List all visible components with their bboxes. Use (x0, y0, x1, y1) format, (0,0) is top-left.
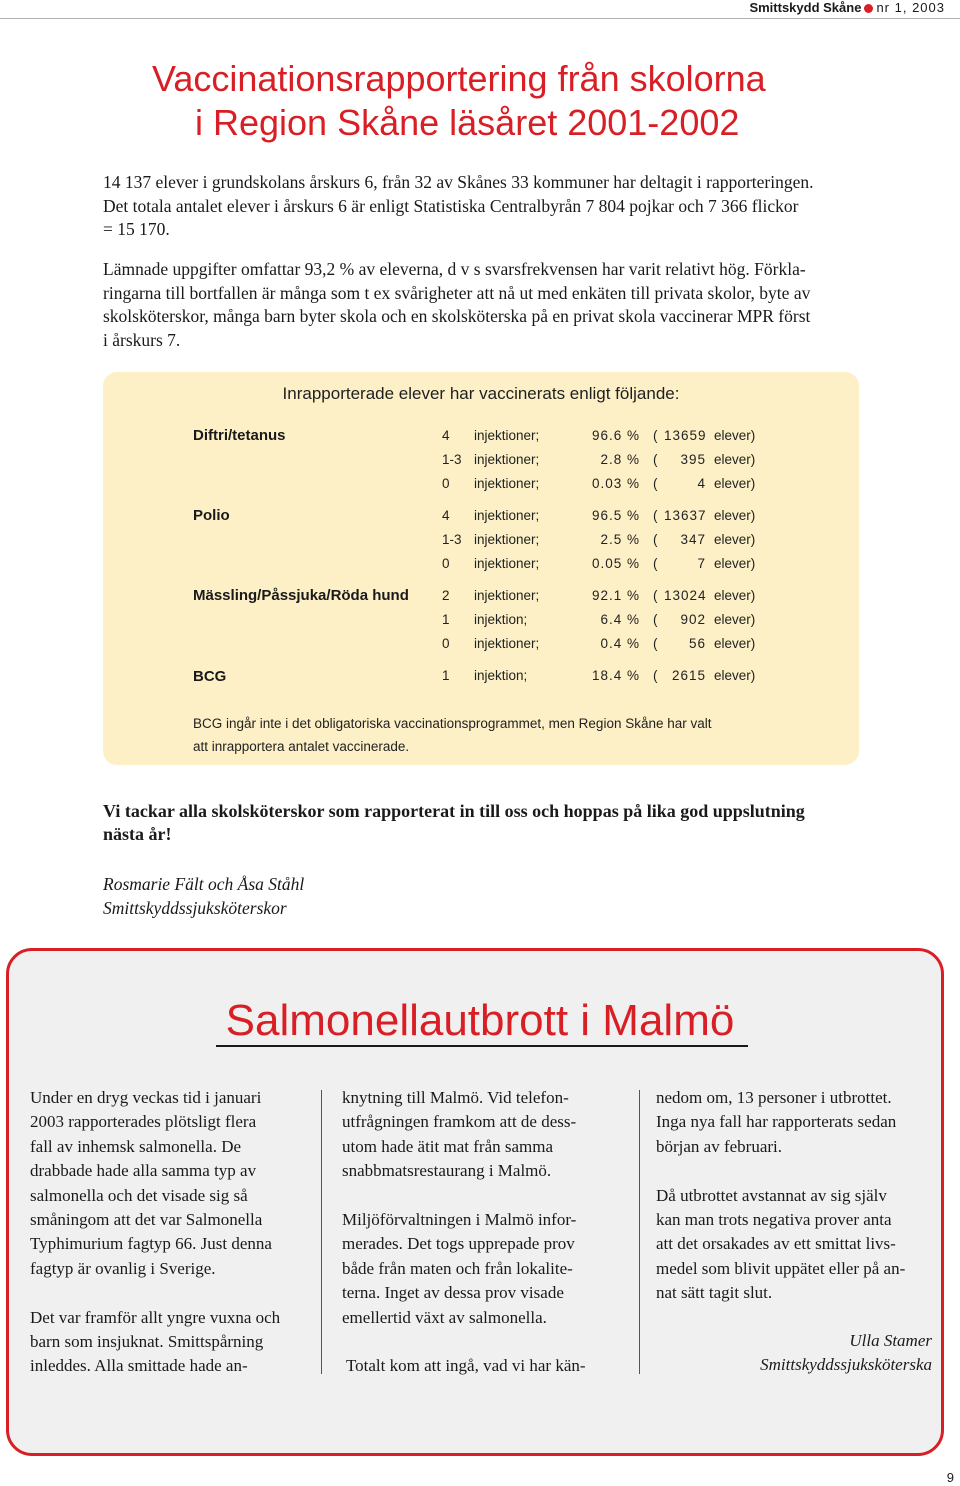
open-paren: ( (653, 476, 658, 491)
thanks-line-2: nästa år! (103, 824, 172, 844)
percentage: 2.5 % (600, 532, 640, 547)
column-line: snabbmatsrestaurang i Malmö. (342, 1161, 552, 1181)
page-number: 9 (946, 1470, 954, 1485)
header-rule (0, 18, 960, 19)
percentage: 6.4 % (600, 612, 640, 627)
column-line: medel som blivit uppätet eller på an- (656, 1258, 906, 1278)
column-spacer (342, 1330, 622, 1354)
dose-word: injektioner; (474, 476, 540, 491)
open-paren: ( (653, 556, 658, 571)
student-unit: elever) (714, 612, 756, 627)
open-paren: ( (653, 668, 658, 683)
column-line: nedom om, 13 personer i utbrottet. (656, 1088, 892, 1107)
percentage: 18.4 % (591, 668, 640, 683)
percentage: 0.4 % (600, 636, 640, 651)
dose-count: 4 (442, 508, 450, 523)
percentage: 0.03 % (591, 476, 640, 491)
column-line: 2003 rapporterades plötsligt flera (30, 1112, 257, 1132)
percentage: 92.1 % (591, 588, 640, 603)
column-line: salmonella och det visade sig så (30, 1185, 248, 1205)
publication-name: Smittskydd Skåne (749, 0, 862, 15)
dose-word: injektioner; (474, 556, 540, 571)
student-count: 13659 (664, 428, 707, 443)
vaccination-row (0, 588, 960, 608)
dose-count: 0 (442, 476, 450, 491)
column-line: början av februari. (656, 1136, 783, 1156)
student-unit: elever) (714, 428, 756, 443)
student-count: 2615 (671, 668, 706, 683)
open-paren: ( (653, 612, 658, 627)
dose-count: 1-3 (442, 452, 462, 467)
dose-count: 0 (442, 556, 450, 571)
student-count: 7 (697, 556, 706, 571)
student-count: 4 (697, 476, 706, 491)
column-line: kan man trots negativa prover anta (656, 1210, 892, 1230)
article-column-1 (30, 1086, 306, 1379)
intro-line-2: Det totala antalet elever i årskurs 6 är enligt Statistiska Centralbyrån 7 804 pojkar och 7 366 flickor (103, 195, 799, 216)
student-unit: elever) (714, 588, 756, 603)
dose-count: 2 (442, 588, 450, 603)
open-paren: ( (653, 508, 658, 523)
student-unit: elever) (714, 508, 756, 523)
vaccination-row (0, 636, 960, 656)
bcg-note (193, 712, 813, 758)
student-unit: elever) (714, 636, 756, 651)
open-paren: ( (653, 452, 658, 467)
title-underline (216, 1045, 748, 1047)
response-line-1: Lämnade uppgifter omfattar 93,2 % av eleverna, d v s svarsfrekvensen har varit relativt hög. Förkla- (103, 259, 806, 279)
column-line: terna. Inget av dessa prov visade (342, 1283, 564, 1303)
article-column-2 (342, 1086, 622, 1379)
percentage: 0.05 % (591, 556, 640, 571)
column-line: emellertid växt av salmonella. (342, 1307, 547, 1327)
vaccination-row (0, 508, 960, 528)
student-count: 13024 (664, 588, 707, 603)
response-line-4: i årskurs 7. (103, 329, 181, 350)
column-line: småningom att det var Salmonella (30, 1210, 263, 1230)
thanks-line-1: Vi tackar alla skolsköterskor som rapporterat in till oss och hoppas på lika god uppslutning (103, 801, 805, 821)
column-line: fagtyp är ovanlig i Sverige. (30, 1258, 216, 1278)
vaccination-row (0, 428, 960, 448)
dose-word: injektioner; (474, 588, 540, 603)
dose-count: 4 (442, 428, 450, 443)
article-column-3 (656, 1086, 936, 1306)
student-count: 902 (680, 612, 706, 627)
group-label-diftri: Diftri/tetanus (193, 427, 286, 444)
student-unit: elever) (714, 452, 756, 467)
dose-word: injektioner; (474, 508, 540, 523)
percentage: 2.8 % (600, 452, 640, 467)
column-line: fall av inhemsk salmonella. De (30, 1136, 242, 1156)
column-line: Totalt kom att ingå, vad vi har kän- (342, 1356, 586, 1376)
column-line: knytning till Malmö. Vid telefon- (342, 1088, 569, 1107)
vaccination-box-title: Inrapporterade elever har vaccinerats enligt följande: (282, 384, 680, 403)
vaccination-row (0, 668, 960, 688)
vaccination-row (0, 476, 960, 496)
signature-role: Smittskyddssjuksköterskor (103, 898, 287, 918)
dose-count: 1 (442, 612, 450, 627)
bcg-note-line-2: att inrapportera antalet vaccinerade. (193, 739, 410, 754)
bullet-dot-icon (864, 4, 873, 13)
vaccination-row (0, 556, 960, 576)
column-line: både från maten och från lokalite- (342, 1258, 573, 1278)
dose-word: injektioner; (474, 428, 540, 443)
group-label-bcg: BCG (193, 668, 227, 685)
column-spacer (30, 1281, 306, 1305)
vaccination-row (0, 452, 960, 472)
column-line: Miljöförvaltningen i Malmö infor- (342, 1210, 577, 1230)
dose-word: injektioner; (474, 636, 540, 651)
open-paren: ( (653, 532, 658, 547)
open-paren: ( (653, 588, 658, 603)
column-line: barn som insjuknat. Smittspårning (30, 1332, 264, 1352)
dose-word: injektioner; (474, 452, 540, 467)
column-line: merades. Det togs upprepade prov (342, 1234, 575, 1254)
column-line: inleddes. Alla smittade hade an- (30, 1356, 248, 1376)
percentage: 96.6 % (591, 428, 640, 443)
response-line-2: ringarna till bortfallen är många som t ex svårigheter att nå ut med enkäten till privata skolor, byte av (103, 282, 811, 303)
vaccination-row (0, 612, 960, 632)
intro-line-1: 14 137 elever i grundskolans årskurs 6, från 32 av Skånes 33 kommuner har deltagit i rapporteringen. (103, 172, 814, 192)
dose-word: injektion; (474, 612, 528, 627)
intro-paragraph (103, 171, 903, 242)
dose-word: injektioner; (474, 532, 540, 547)
dose-count: 1-3 (442, 532, 462, 547)
column-line: drabbade hade alla samma typ av (30, 1161, 257, 1181)
group-label-mpr: Mässling/Påssjuka/Röda hund (193, 587, 409, 604)
dose-word: injektion; (474, 668, 528, 683)
student-unit: elever) (714, 532, 756, 547)
student-count: 395 (680, 452, 706, 467)
open-paren: ( (653, 636, 658, 651)
column-line: Inga nya fall har rapporterats sedan (656, 1112, 897, 1132)
column-line: utfrågningen framkom att de dess- (342, 1112, 577, 1132)
article-title-line-1: Vaccinationsrapportering från skolorna (152, 58, 766, 99)
student-unit: elever) (714, 476, 756, 491)
signature-role: Smittskyddssjuksköterska (760, 1355, 932, 1374)
column-line: Under en dryg veckas tid i januari (30, 1088, 262, 1107)
dose-count: 0 (442, 636, 450, 651)
column-divider (321, 1090, 322, 1374)
dose-count: 1 (442, 668, 450, 683)
intro-line-3: = 15 170. (103, 219, 170, 239)
column-line: nat sätt tagit slut. (656, 1283, 773, 1303)
salmonella-title: Salmonellautbrott i Malmö (225, 996, 735, 1045)
response-paragraph (103, 258, 903, 352)
column-spacer (342, 1184, 622, 1208)
thanks-statement (103, 800, 873, 846)
signature-names: Rosmarie Fält och Åsa Ståhl (103, 874, 305, 894)
column-line: Det var framför allt yngre vuxna och (30, 1307, 281, 1327)
bcg-note-line-1: BCG ingår inte i det obligatoriska vaccinationsprogrammet, men Region Skåne har valt (193, 716, 712, 731)
column-spacer (656, 1159, 936, 1183)
student-count: 347 (680, 532, 706, 547)
student-unit: elever) (714, 668, 756, 683)
column-line: Då utbrottet avstannat av sig själv (656, 1185, 887, 1205)
student-count: 56 (688, 636, 706, 651)
student-count: 13637 (664, 508, 707, 523)
vaccination-row (0, 532, 960, 552)
percentage: 96.5 % (591, 508, 640, 523)
column-line: att det orsakades av ett smittat livs- (656, 1234, 896, 1254)
response-line-3: skolsköterskor, många barn byter skola och en skolsköterska på en privat skola vaccinerar MPR först (103, 306, 811, 326)
issue-label: nr 1, 2003 (876, 0, 945, 15)
student-unit: elever) (714, 556, 756, 571)
group-label-polio: Polio (193, 507, 230, 524)
column-line: Typhimurium fagtyp 66. Just denna (30, 1234, 272, 1254)
article-title-line-2: i Region Skåne läsåret 2001-2002 (195, 102, 740, 143)
signature-block (103, 872, 304, 920)
signature-name: Ulla Stamer (849, 1331, 932, 1350)
running-header (630, 0, 945, 15)
open-paren: ( (653, 428, 658, 443)
salmonella-signature (640, 1329, 932, 1377)
column-line: utom hade ätit mat från samma (342, 1136, 554, 1156)
